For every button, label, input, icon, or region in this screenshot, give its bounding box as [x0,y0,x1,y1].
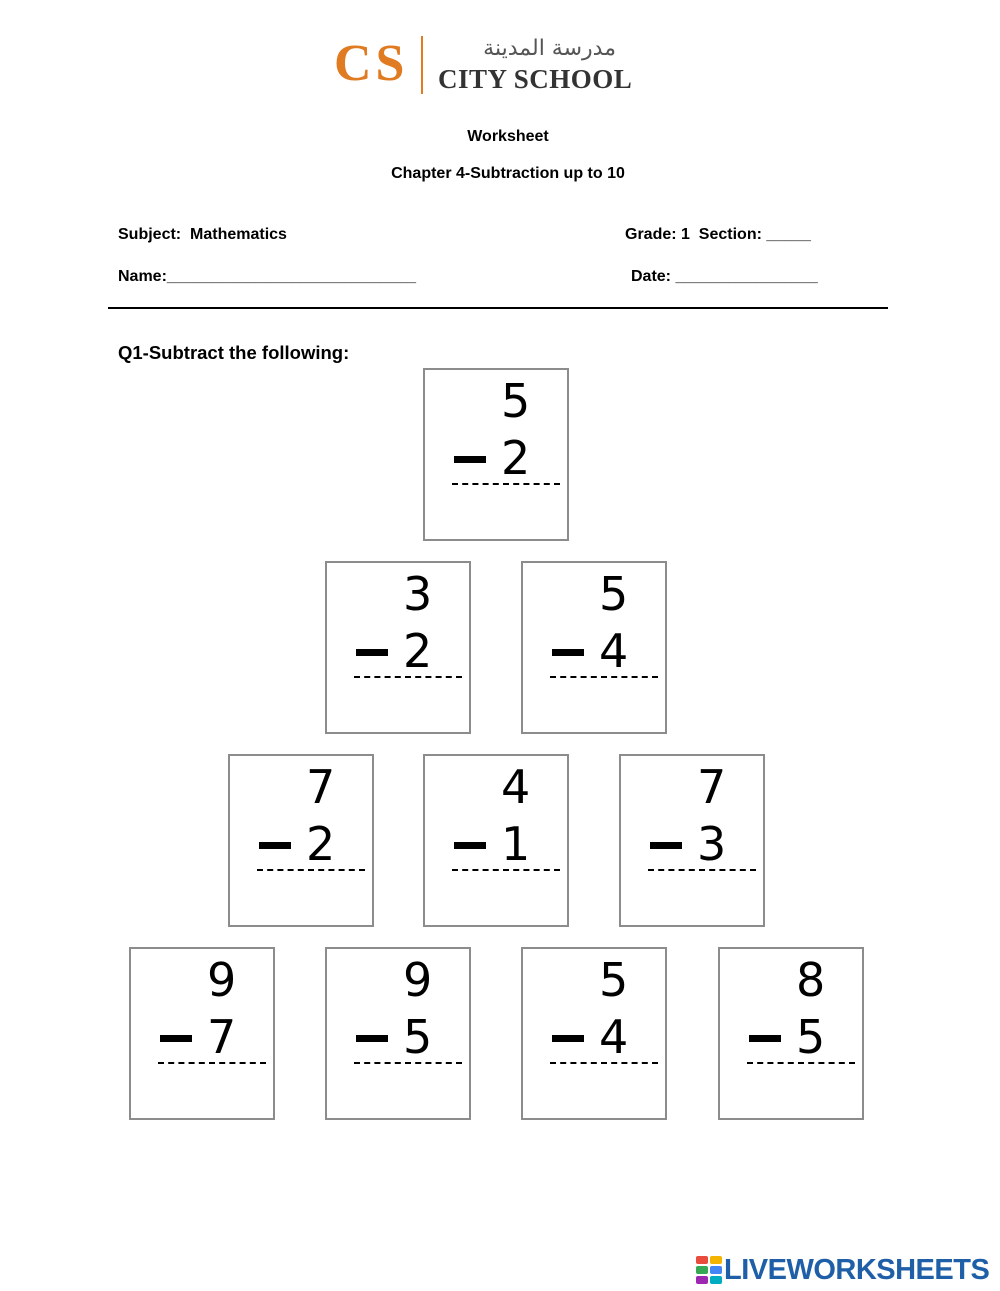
grade-section-label[interactable]: Grade: 1 Section: _____ [625,226,811,243]
answer-line[interactable] [158,1062,266,1064]
chapter-title: Chapter 4-Subtraction up to 10 [391,165,625,182]
minus-sign-icon [356,1035,388,1042]
minus-sign-icon [552,1035,584,1042]
answer-line[interactable] [648,869,756,871]
answer-line[interactable] [452,869,560,871]
subtrahend: 4 [599,1010,629,1064]
minus-sign-icon [650,842,682,849]
minuend: 5 [501,374,531,428]
minuend: 3 [403,567,433,621]
answer-line[interactable] [354,1062,462,1064]
brand-text: LIVEWORKSHEETS [724,1254,990,1286]
subtraction-problem-card[interactable] [423,754,569,927]
subtraction-problem-card[interactable] [619,754,765,927]
minuend: 5 [599,953,629,1007]
question-label: Q1-Subtract the following: [118,342,350,363]
subtrahend: 2 [306,817,336,871]
subtrahend: 2 [501,431,531,485]
minuend: 9 [403,953,433,1007]
name-field[interactable]: Name:____________________________ [118,268,417,285]
subtraction-problem-card[interactable] [423,368,569,541]
answer-line[interactable] [452,483,560,485]
logo-divider [421,36,423,94]
subtrahend: 2 [403,624,433,678]
answer-line[interactable] [257,869,365,871]
minuend: 8 [796,953,826,1007]
minuend: 7 [697,760,727,814]
subtrahend: 5 [403,1010,433,1064]
subtraction-problem-card[interactable] [521,947,667,1120]
minus-sign-icon [552,649,584,656]
minus-sign-icon [259,842,291,849]
liveworksheets-brand [696,1252,989,1288]
liveworksheets-logo-icon [696,1256,722,1284]
subtraction-problem-card[interactable] [521,561,667,734]
answer-line[interactable] [550,1062,658,1064]
minuend: 5 [599,567,629,621]
subtraction-problem-card[interactable] [129,947,275,1120]
minus-sign-icon [749,1035,781,1042]
subtraction-problem-card[interactable] [228,754,374,927]
minuend: 9 [207,953,237,1007]
minus-sign-icon [160,1035,192,1042]
subject-label: Subject: Mathematics [118,226,287,243]
subtraction-problem-card[interactable] [718,947,864,1120]
date-field[interactable]: Date: ________________ [631,268,818,285]
logo-arabic-name: مدرسة المدينة [483,36,616,61]
logo-initials: CS [334,35,409,92]
minuend: 4 [501,760,531,814]
worksheet-title: Worksheet [467,128,549,145]
minus-sign-icon [454,456,486,463]
logo-english-name: CITY SCHOOL [438,64,633,94]
header-divider [108,307,888,309]
minuend: 7 [306,760,336,814]
subtrahend: 4 [599,624,629,678]
subtraction-problem-card[interactable] [325,561,471,734]
answer-line[interactable] [550,676,658,678]
subtrahend: 5 [796,1010,826,1064]
subtrahend: 1 [501,817,531,871]
subtraction-problem-card[interactable] [325,947,471,1120]
minus-sign-icon [356,649,388,656]
minus-sign-icon [454,842,486,849]
answer-line[interactable] [747,1062,855,1064]
subtrahend: 3 [697,817,727,871]
subtrahend: 7 [207,1010,237,1064]
answer-line[interactable] [354,676,462,678]
